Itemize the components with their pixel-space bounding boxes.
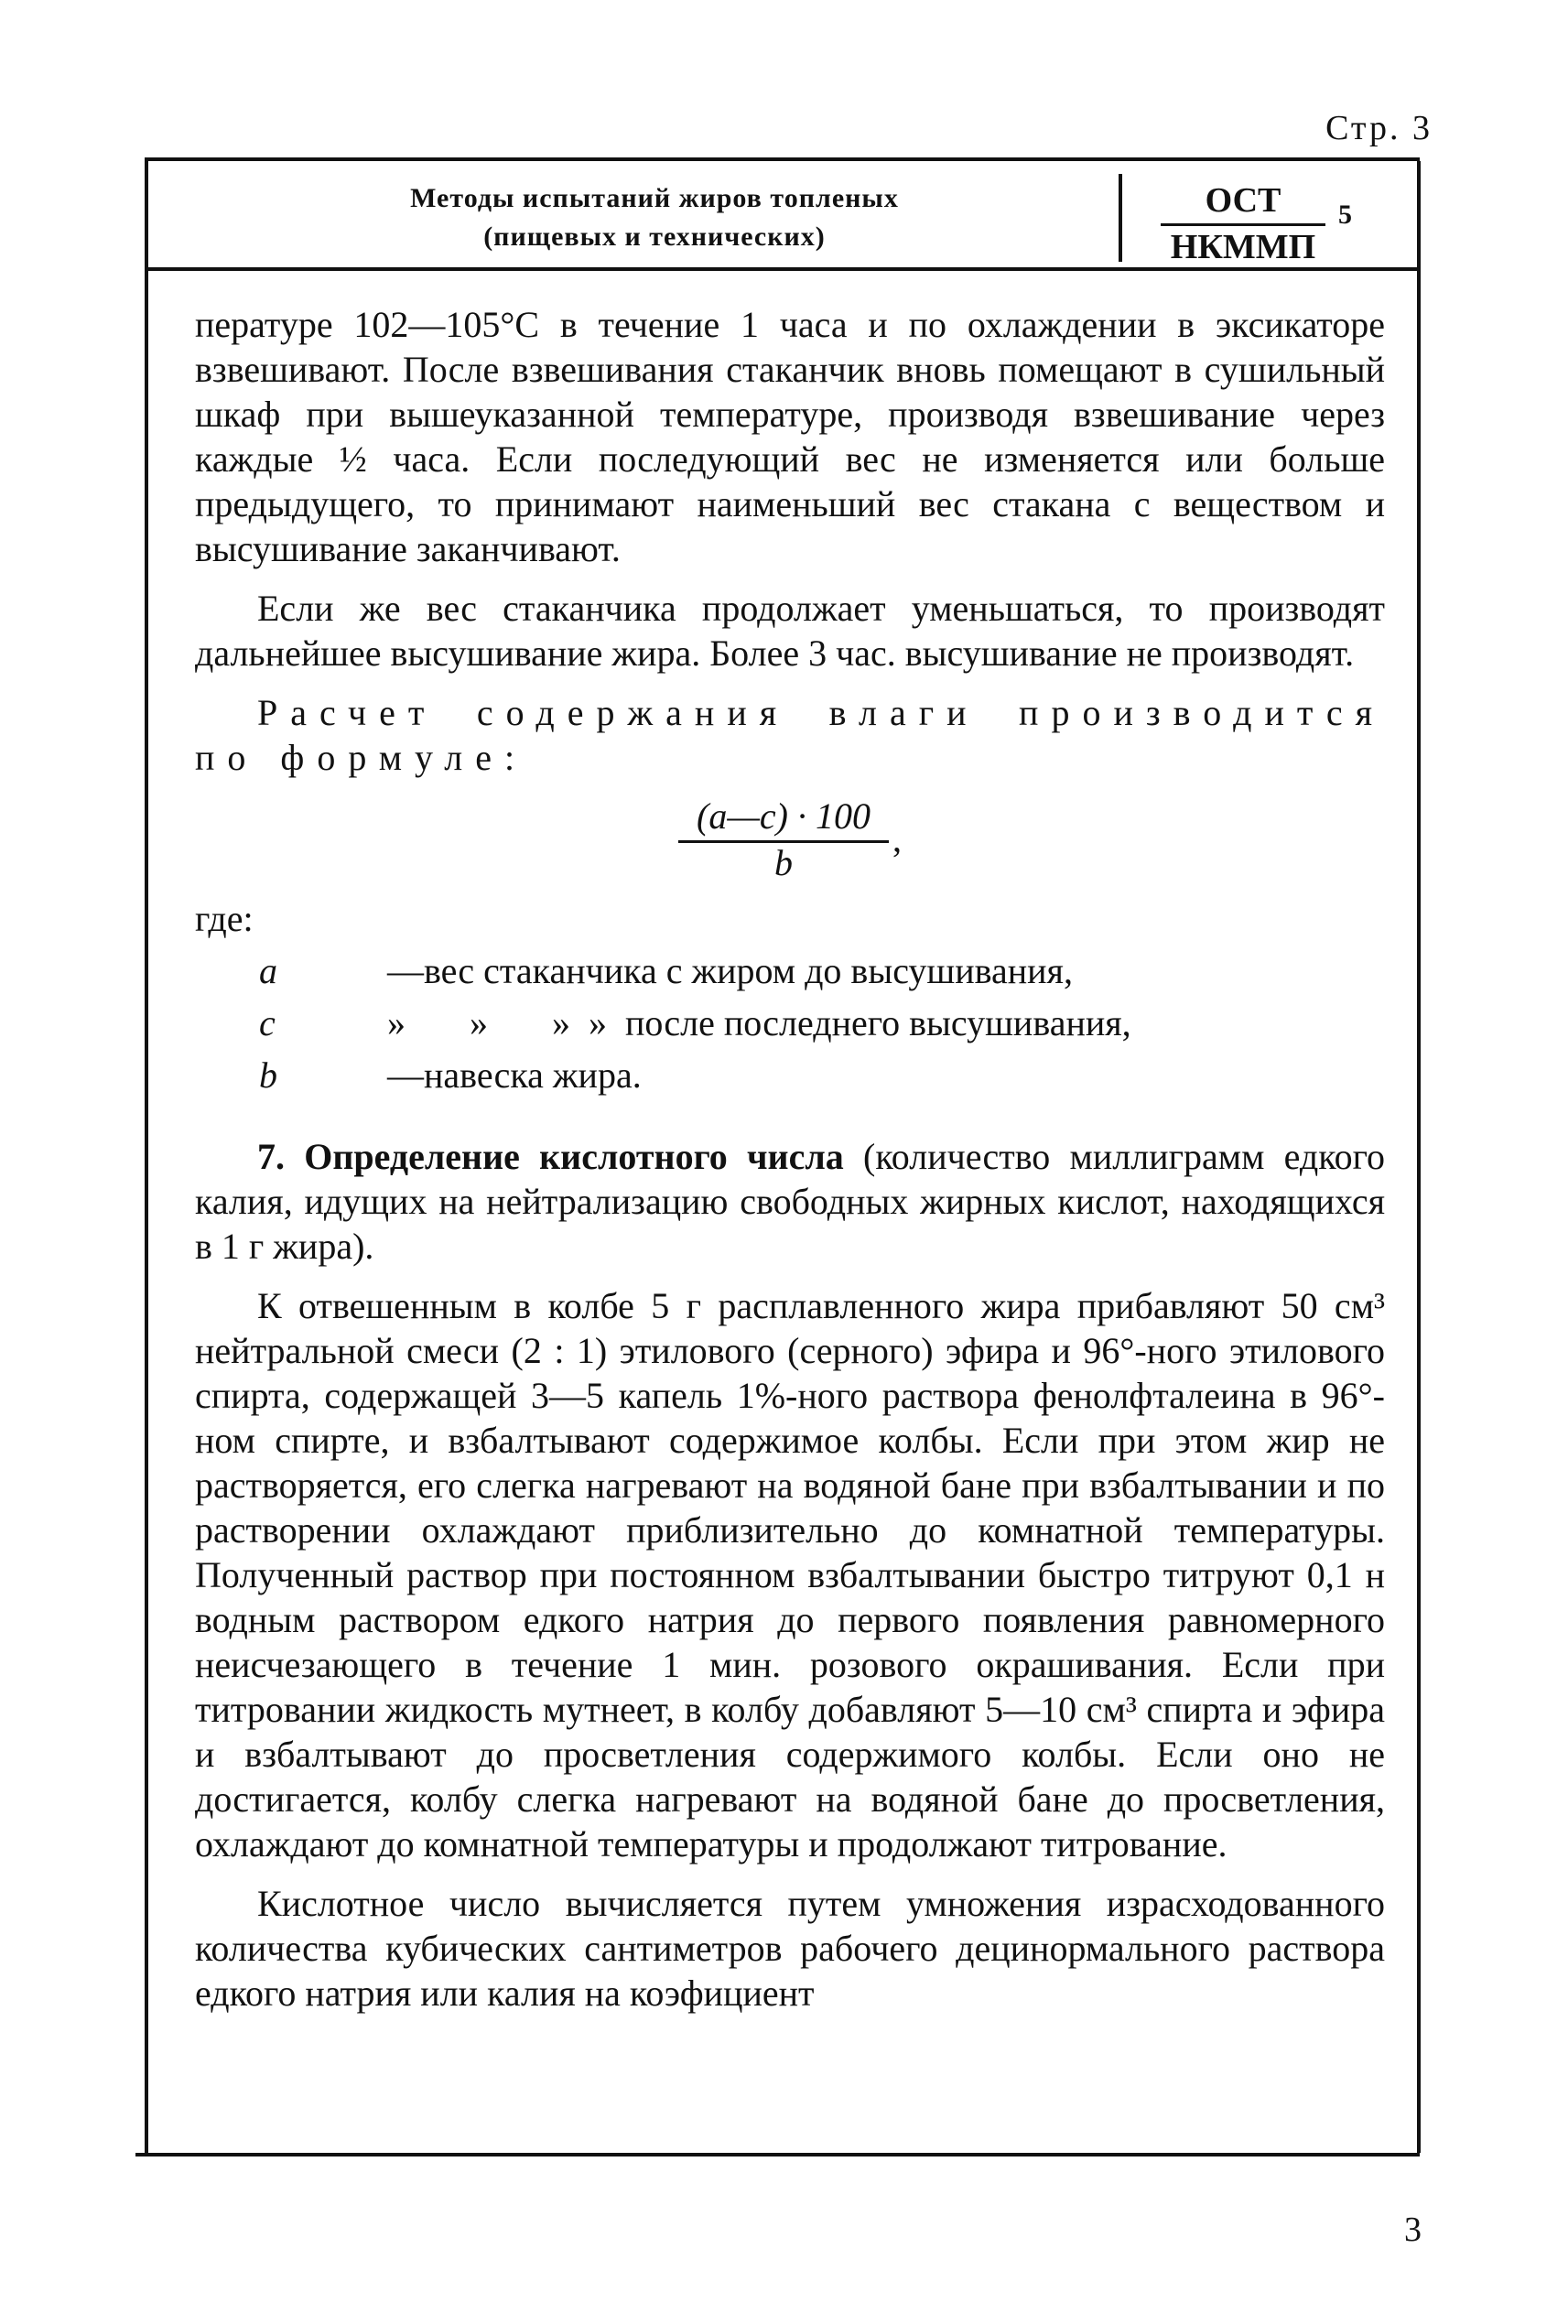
definition-b bbox=[195, 1053, 1385, 1097]
definition-symbol: a bbox=[259, 950, 277, 991]
paragraph-acid-number-calc: Кислотное число вычисляется путем умножения израсходованного количества кубических сантиметров рабочего децинормального раствора едкого натрия или калия на коэфициент bbox=[195, 1883, 1385, 2014]
header-divider bbox=[1119, 174, 1122, 262]
page-number: 3 bbox=[1404, 2211, 1422, 2249]
formula-denominator: b bbox=[774, 842, 793, 883]
definition-text: » » » » после последнего высушивания, bbox=[387, 1002, 1131, 1043]
ost-label: ОСТ bbox=[1161, 179, 1325, 226]
formula-definitions bbox=[195, 896, 1385, 1097]
definition-symbol: b bbox=[259, 1054, 277, 1096]
frame-bottom-rule bbox=[135, 2153, 1420, 2156]
section-7-heading: 7. Определение кислотного числа bbox=[257, 1136, 844, 1177]
section-7-definition: (количество миллиграмм едкого калия, идущих на нейтрализацию свободных жирных кислот, находящихся в 1 г жира). bbox=[195, 1136, 1385, 1267]
frame-right-rule bbox=[1417, 161, 1421, 2153]
standard-number: 5 bbox=[1338, 200, 1352, 230]
standard-code bbox=[1161, 179, 1325, 268]
title-line-1: Методы испытаний жиров топленых bbox=[410, 183, 899, 213]
formula-numerator: (a—c) · 100 bbox=[678, 794, 889, 843]
definition-symbol: c bbox=[259, 1002, 276, 1043]
frame-top-rule bbox=[145, 157, 1420, 161]
page-label: Стр. 3 bbox=[1325, 109, 1433, 147]
definition-a bbox=[195, 948, 1385, 993]
section-7-heading-paragraph bbox=[195, 1134, 1385, 1269]
definition-text: —вес стаканчика с жиром до высушивания, bbox=[387, 950, 1073, 991]
paragraph-drying: пературе 102—105°С в течение 1 часа и по охлаждении в эксикаторе взвешивают. После взвешивания стаканчик вновь помещают в сушильный шкаф при вышеуказанной температуре, производя взвешивание через каждые ½ часа. Если последующий вес не изменяется или больше предыдущего, то принимают наименьший вес стакана с веществом и высушивание заканчивают. bbox=[195, 304, 1385, 569]
formula-fraction bbox=[678, 794, 889, 883]
paragraph-titration-procedure: К отвешенным в колбе 5 г расплавленного жира прибавляют 50 см³ нейтральной смеси (2 : 1) этилового (серного) эфира и 96°-ного этилового спирта, содержащей 3—5 капель 1%-ного раствора фенолфталеина в 96°-ном спирте, и взбалтывают содержимое колбы. Если при этом жир не растворяется, его слегка нагревают на водяной бане при взбалтывании и по растворении охлаждают приблизительно до комнатной температуры. Полученный раствор при постоянном взбалтывании быстро титруют 0,1 н водным раствором едкого натрия до первого появления равномерного неисчезающего в течение 1 мин. розового окрашивания. Если при титровании жидкость мутнеет, в колбу добавляют 5—10 см³ спирта и эфира и взбалтывают до просветления содержимого колбы. Если оно не достигается, колбу слегка нагревают на водяной бане до просветления, охлаждают до комнатной температуры и продолжают титрование. bbox=[195, 1285, 1385, 1865]
document-title bbox=[275, 179, 1034, 256]
ministry-label: НКММП bbox=[1170, 228, 1316, 266]
paragraph-calculation-intro: Расчет содержания влаги производится по формуле: bbox=[195, 692, 1385, 778]
formula-comma: , bbox=[892, 818, 902, 859]
moisture-formula bbox=[195, 794, 1385, 883]
paragraph-continued-drying: Если же вес стаканчика продолжает уменьшаться, то производят дальнейшее высушивание жира. Более 3 час. высушивание не производят. bbox=[195, 588, 1385, 674]
definition-text: —навеска жира. bbox=[387, 1054, 642, 1096]
document-body bbox=[195, 302, 1385, 2030]
frame-left-rule bbox=[145, 157, 148, 2153]
title-line-2: (пищевых и технических) bbox=[483, 222, 826, 252]
definition-c bbox=[195, 1000, 1385, 1045]
where-label: где: bbox=[195, 898, 254, 939]
